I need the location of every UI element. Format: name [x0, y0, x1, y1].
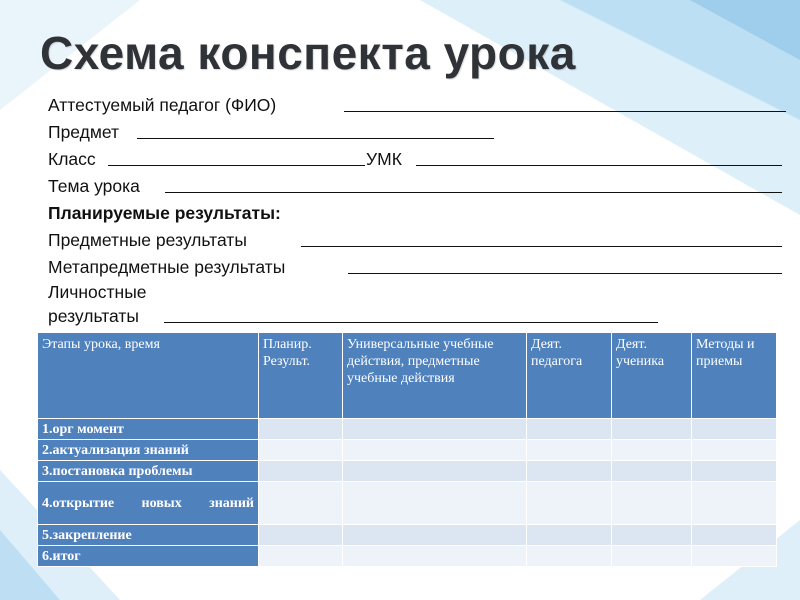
planned-results-line — [48, 200, 793, 227]
table-cell[interactable] — [527, 461, 612, 482]
topic-underline[interactable] — [165, 192, 782, 193]
table-cell[interactable] — [612, 546, 692, 567]
personal-results-underline[interactable] — [164, 322, 658, 323]
header-learning-actions: Универсальные учебные действия, предметные учебные действия — [343, 333, 527, 419]
table-row — [38, 546, 777, 567]
table-cell[interactable] — [692, 440, 777, 461]
personal-line — [48, 281, 793, 303]
table-cell[interactable] — [612, 419, 692, 440]
personal-results-line — [48, 303, 793, 330]
subject-results-underline[interactable] — [301, 246, 782, 247]
table-cell[interactable] — [527, 419, 612, 440]
table-row — [38, 482, 777, 525]
subject-underline[interactable] — [137, 138, 494, 139]
table-cell[interactable] — [259, 419, 343, 440]
subject-results-line — [48, 227, 793, 254]
table-cell[interactable] — [343, 461, 527, 482]
lesson-form — [48, 92, 793, 330]
table-cell[interactable] — [612, 461, 692, 482]
header-teacher-activity: Деят. педагога — [527, 333, 612, 419]
class-line — [48, 146, 793, 173]
stage-cell: 3.постановка проблемы — [38, 461, 259, 482]
table-row — [38, 440, 777, 461]
table-cell[interactable] — [259, 440, 343, 461]
table-cell[interactable] — [343, 482, 527, 525]
metasubject-results-underline[interactable] — [348, 273, 782, 274]
stage-cell: 4.открытие новых знаний — [38, 482, 259, 525]
personal-label: Личностные — [48, 282, 147, 302]
header-planned-results: Планир. Результ. — [259, 333, 343, 419]
table-cell[interactable] — [612, 482, 692, 525]
table-cell[interactable] — [527, 440, 612, 461]
table-cell[interactable] — [692, 546, 777, 567]
table-cell[interactable] — [259, 482, 343, 525]
table-cell[interactable] — [259, 525, 343, 546]
table-cell[interactable] — [343, 440, 527, 461]
topic-line — [48, 173, 793, 200]
table-cell[interactable] — [692, 419, 777, 440]
table-row — [38, 525, 777, 546]
table-cell[interactable] — [343, 419, 527, 440]
table-row — [38, 461, 777, 482]
teacher-line — [48, 92, 793, 119]
table-cell[interactable] — [527, 525, 612, 546]
umk-label: УМК — [366, 149, 402, 169]
table-cell[interactable] — [343, 525, 527, 546]
stage-cell: 5.закрепление — [38, 525, 259, 546]
table-cell[interactable] — [527, 546, 612, 567]
table-cell[interactable] — [612, 525, 692, 546]
subject-results-label: Предметные результаты — [48, 230, 247, 250]
stage-cell: 6.итог — [38, 546, 259, 567]
table-row — [38, 419, 777, 440]
class-label: Класс — [48, 149, 96, 169]
header-methods: Методы и приемы — [692, 333, 777, 419]
metasubject-results-line — [48, 254, 793, 281]
teacher-label: Аттестуемый педагог (ФИО) — [48, 95, 277, 115]
table-header-row — [38, 333, 777, 419]
topic-label: Тема урока — [48, 176, 140, 196]
class-underline[interactable] — [108, 165, 365, 166]
table-cell[interactable] — [692, 525, 777, 546]
stage-cell: 2.актуализация знаний — [38, 440, 259, 461]
table-cell[interactable] — [259, 546, 343, 567]
header-stage: Этапы урока, время — [38, 333, 259, 419]
table-cell[interactable] — [343, 546, 527, 567]
page-title: Схема конспекта урока — [40, 27, 576, 79]
lesson-plan-table — [37, 332, 777, 567]
personal-results-label: результаты — [48, 306, 139, 326]
umk-underline[interactable] — [416, 165, 782, 166]
table-cell[interactable] — [612, 440, 692, 461]
table-cell[interactable] — [259, 461, 343, 482]
header-student-activity: Деят. ученика — [612, 333, 692, 419]
stage-cell: 1.орг момент — [38, 419, 259, 440]
planned-results-heading: Планируемые результаты: — [48, 203, 281, 223]
subject-line — [48, 119, 793, 146]
metasubject-results-label: Метапредметные результаты — [48, 257, 286, 277]
table-cell[interactable] — [527, 482, 612, 525]
teacher-underline[interactable] — [344, 111, 786, 112]
table-cell[interactable] — [692, 482, 777, 525]
table-cell[interactable] — [692, 461, 777, 482]
subject-label: Предмет — [48, 122, 120, 142]
